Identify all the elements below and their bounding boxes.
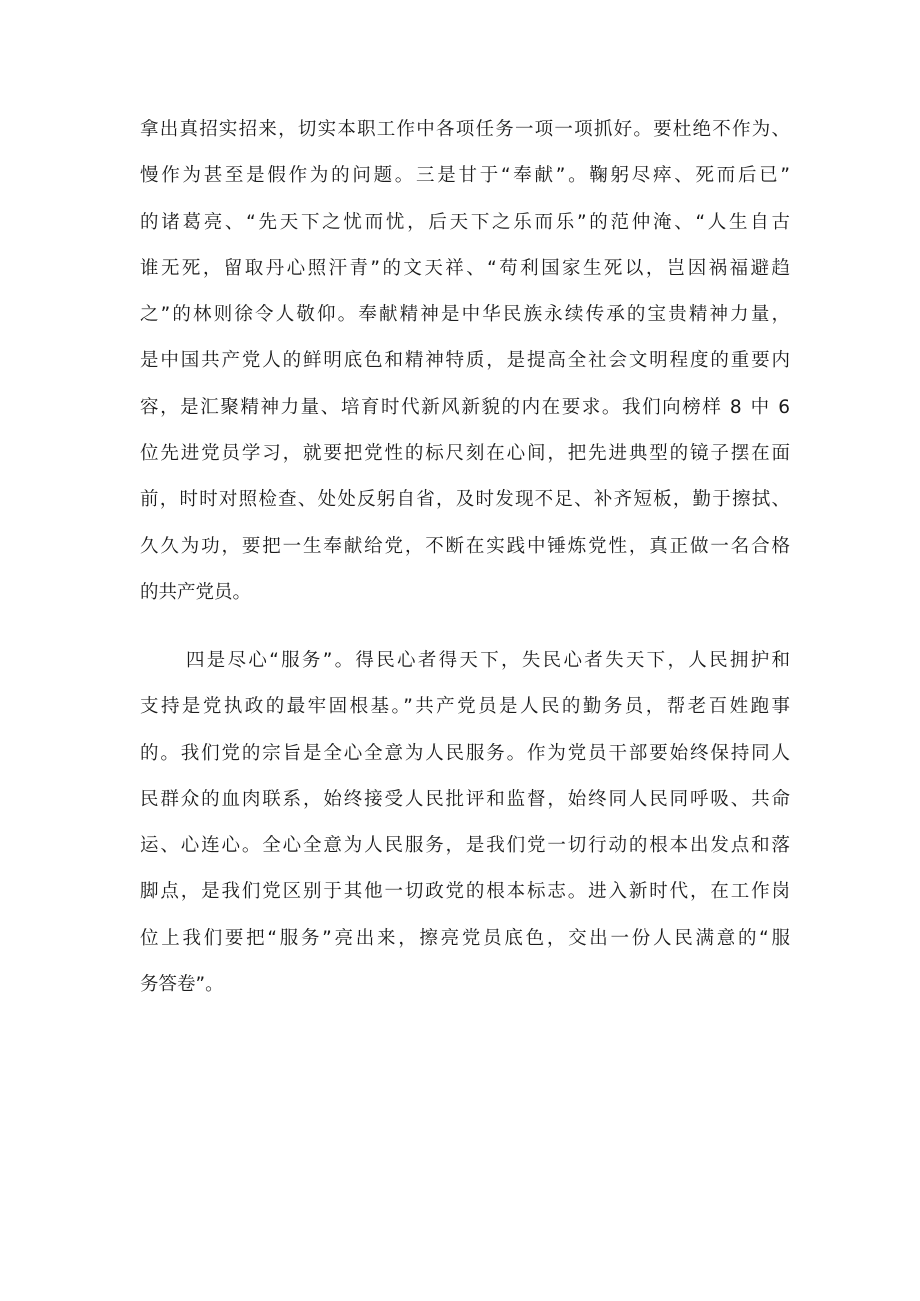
- paragraph-line: 是中国共产党人的鲜明底色和精神特质，是提高全社会文明程度的重要内: [140, 350, 792, 372]
- paragraph-line: 运、心连心。全心全意为人民服务，是我们党一切行动的根本出发点和落: [140, 835, 792, 857]
- paragraph-line: 的诸葛亮、“先天下之忧而忧，后天下之乐而乐”的范仲淹、“人生自古: [140, 211, 793, 233]
- paragraph-line: 位先进党员学习，就要把党性的标尺刻在心间，把先进典型的镜子摆在面: [140, 443, 792, 465]
- paragraph-line: 脚点，是我们党区别于其他一切政党的根本标志。进入新时代，在工作岗: [140, 881, 792, 903]
- paragraph-line: 位上我们要把“服务”亮出来，擦亮党员底色，交出一份人民满意的“服: [140, 927, 793, 949]
- paragraph-line: 的共产党员。: [140, 581, 252, 603]
- paragraph-2: [140, 638, 793, 1008]
- paragraph-line: 务答卷”。: [140, 974, 224, 996]
- paragraph-line: 谁无死，留取丹心照汗青”的文天祥、“苟利国家生死以，岂因祸福避趋: [140, 257, 793, 279]
- paragraph-line: 容，是汇聚精神力量、培育时代新风新貌的内在要求。我们向榜样 8 中 6: [140, 396, 792, 418]
- paragraph-line: 前，时时对照检查、处处反躬自省，及时发现不足、补齐短板，勤于擦拭、: [140, 489, 792, 511]
- paragraph-line: 的。我们党的宗旨是全心全意为人民服务。作为党员干部要始终保持同人: [140, 742, 792, 764]
- paragraph-line: 慢作为甚至是假作为的问题。三是甘于“奉献”。鞠躬尽瘁、死而后已”: [140, 165, 793, 187]
- paragraph-line: 支持是党执政的最牢固根基。”共产党员是人民的勤务员，帮老百姓跑事: [140, 696, 793, 718]
- paragraph-line: 民群众的血肉联系，始终接受人民批评和监督，始终同人民同呼吸、共命: [140, 788, 792, 810]
- paragraph-line: 久久为功，要把一生奉献给党，不断在实践中锤炼党性，真正做一名合格: [140, 535, 792, 557]
- paragraph-line: 四是尽心“服务”。得民心者得天下，失民心者失天下，人民拥护和: [186, 650, 793, 671]
- paragraph-line: 之”的林则徐令人敬仰。奉献精神是中华民族永续传承的宝贵精神力量，: [140, 304, 793, 326]
- paragraph-line: 拿出真招实招来，切实本职工作中各项任务一项一项抓好。要杜绝不作为、: [140, 119, 792, 140]
- paragraph-1: [140, 107, 793, 616]
